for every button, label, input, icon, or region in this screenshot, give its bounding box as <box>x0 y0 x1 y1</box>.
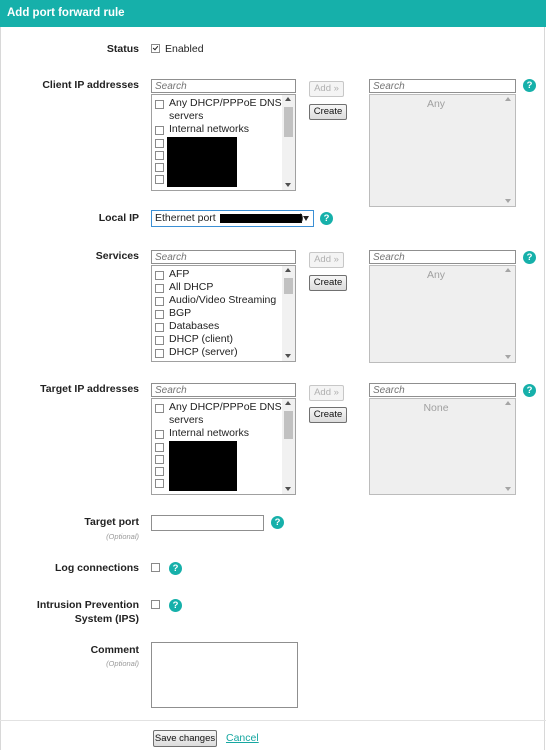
services-selected-listbox[interactable] <box>369 265 516 363</box>
scrollbar[interactable] <box>502 95 515 206</box>
list-item[interactable]: AFP <box>152 268 282 281</box>
item-checkbox[interactable] <box>155 479 164 488</box>
selected-placeholder: None <box>423 402 449 414</box>
status-enabled-label: Enabled <box>165 43 204 55</box>
local-ip-label: Local IP <box>98 212 139 224</box>
target-ip-add-button[interactable]: Add » <box>309 385 344 401</box>
services-listbox[interactable] <box>151 265 296 362</box>
list-item[interactable]: Internal networks <box>152 427 282 440</box>
target-ip-selected-listbox[interactable] <box>369 398 516 495</box>
scroll-down-arrow-icon[interactable] <box>505 199 511 203</box>
list-item[interactable]: DHCP (client) <box>152 333 282 346</box>
services-selected-search-input[interactable] <box>369 250 516 264</box>
client-ip-selected-search-input[interactable] <box>369 79 516 93</box>
list-item[interactable]: Internal networks <box>152 123 282 136</box>
services-help-icon[interactable]: ? <box>523 251 536 264</box>
scrollbar-thumb[interactable] <box>284 411 293 439</box>
item-checkbox[interactable] <box>155 151 164 160</box>
item-checkbox[interactable] <box>155 455 164 464</box>
scrollbar[interactable] <box>282 399 295 494</box>
item-checkbox[interactable] <box>155 336 164 345</box>
item-checkbox[interactable] <box>155 126 164 135</box>
scrollbar[interactable] <box>502 399 515 494</box>
target-ip-selected-search-input[interactable] <box>369 383 516 397</box>
scrollbar-thumb[interactable] <box>284 278 293 294</box>
cancel-link[interactable]: Cancel <box>226 732 259 744</box>
list-item[interactable]: Audio/Video Streaming <box>152 294 282 307</box>
footer-divider <box>0 720 546 721</box>
comment-textarea[interactable] <box>151 642 298 708</box>
scroll-down-arrow-icon[interactable] <box>505 355 511 359</box>
chevron-down-icon <box>303 216 309 221</box>
target-port-help-icon[interactable]: ? <box>271 516 284 529</box>
selected-placeholder: Any <box>426 98 446 110</box>
selected-placeholder: Any <box>426 269 446 281</box>
local-ip-help-icon[interactable]: ? <box>320 212 333 225</box>
status-label: Status <box>106 43 139 55</box>
scrollbar[interactable] <box>502 266 515 362</box>
redaction-block <box>169 441 237 491</box>
list-item[interactable]: Any DHCP/PPPoE DNS servers <box>152 97 282 123</box>
item-checkbox[interactable] <box>155 310 164 319</box>
client-ip-selected-listbox[interactable] <box>369 94 516 207</box>
scroll-down-arrow-icon[interactable] <box>285 487 291 491</box>
item-checkbox[interactable] <box>155 430 164 439</box>
scrollbar[interactable] <box>282 95 295 190</box>
ips-help-icon[interactable]: ? <box>169 599 182 612</box>
target-ip-label: Target IP addresses <box>40 383 139 395</box>
services-label: Services <box>95 250 139 262</box>
target-port-optional-hint: (Optional) <box>106 532 139 541</box>
scroll-down-arrow-icon[interactable] <box>285 354 291 358</box>
scroll-down-arrow-icon[interactable] <box>505 487 511 491</box>
client-ip-listbox[interactable] <box>151 94 296 191</box>
ips-checkbox[interactable] <box>151 600 160 609</box>
client-ip-label: Client IP addresses <box>42 79 139 91</box>
services-add-button[interactable]: Add » <box>309 252 344 268</box>
item-checkbox[interactable] <box>155 467 164 476</box>
dialog-title: Add port forward rule <box>7 7 125 19</box>
services-create-button[interactable]: Create <box>309 275 347 291</box>
log-connections-help-icon[interactable]: ? <box>169 562 182 575</box>
redaction-block <box>167 137 237 187</box>
scrollbar-thumb[interactable] <box>284 107 293 137</box>
scrollbar[interactable] <box>282 266 295 361</box>
local-ip-select[interactable]: Ethernet port ) <box>151 210 314 227</box>
item-checkbox[interactable] <box>155 404 164 413</box>
item-checkbox[interactable] <box>155 139 164 148</box>
item-checkbox[interactable] <box>155 163 164 172</box>
client-ip-create-button[interactable]: Create <box>309 104 347 120</box>
client-ip-add-button[interactable]: Add » <box>309 81 344 97</box>
target-ip-search-input[interactable] <box>151 383 296 397</box>
log-connections-label: Log connections <box>55 562 139 574</box>
target-ip-help-icon[interactable]: ? <box>523 384 536 397</box>
ips-label: Intrusion Prevention System (IPS) <box>36 599 139 625</box>
client-ip-search-input[interactable] <box>151 79 296 93</box>
scroll-up-arrow-icon[interactable] <box>505 401 511 405</box>
services-search-input[interactable] <box>151 250 296 264</box>
status-enabled-checkbox[interactable] <box>151 44 160 53</box>
list-item[interactable]: Any DHCP/PPPoE DNS servers <box>152 401 282 427</box>
item-checkbox[interactable] <box>155 323 164 332</box>
scroll-down-arrow-icon[interactable] <box>285 183 291 187</box>
redaction-block <box>220 214 302 223</box>
item-checkbox[interactable] <box>155 100 164 109</box>
target-ip-listbox[interactable] <box>151 398 296 495</box>
save-changes-button[interactable]: Save changes <box>153 730 217 747</box>
log-connections-checkbox[interactable] <box>151 563 160 572</box>
list-item[interactable]: Databases <box>152 320 282 333</box>
item-checkbox[interactable] <box>155 297 164 306</box>
item-checkbox[interactable] <box>155 443 164 452</box>
scroll-up-arrow-icon[interactable] <box>285 97 291 101</box>
scroll-up-arrow-icon[interactable] <box>285 268 291 272</box>
item-checkbox[interactable] <box>155 271 164 280</box>
item-checkbox[interactable] <box>155 175 164 184</box>
scroll-up-arrow-icon[interactable] <box>505 268 511 272</box>
item-checkbox[interactable] <box>155 284 164 293</box>
item-checkbox[interactable] <box>155 349 164 358</box>
dialog-title-bar <box>0 0 546 27</box>
scroll-up-arrow-icon[interactable] <box>285 401 291 405</box>
comment-optional-hint: (Optional) <box>106 659 139 668</box>
client-ip-help-icon[interactable]: ? <box>523 79 536 92</box>
list-item[interactable]: BGP <box>152 307 282 320</box>
target-port-label: Target port <box>84 516 139 528</box>
target-ip-create-button[interactable]: Create <box>309 407 347 423</box>
scroll-up-arrow-icon[interactable] <box>505 97 511 101</box>
comment-label: Comment <box>90 644 139 656</box>
target-port-input[interactable] <box>151 515 264 531</box>
list-item[interactable]: DHCP (server) <box>152 346 282 359</box>
list-item[interactable]: All DHCP <box>152 281 282 294</box>
